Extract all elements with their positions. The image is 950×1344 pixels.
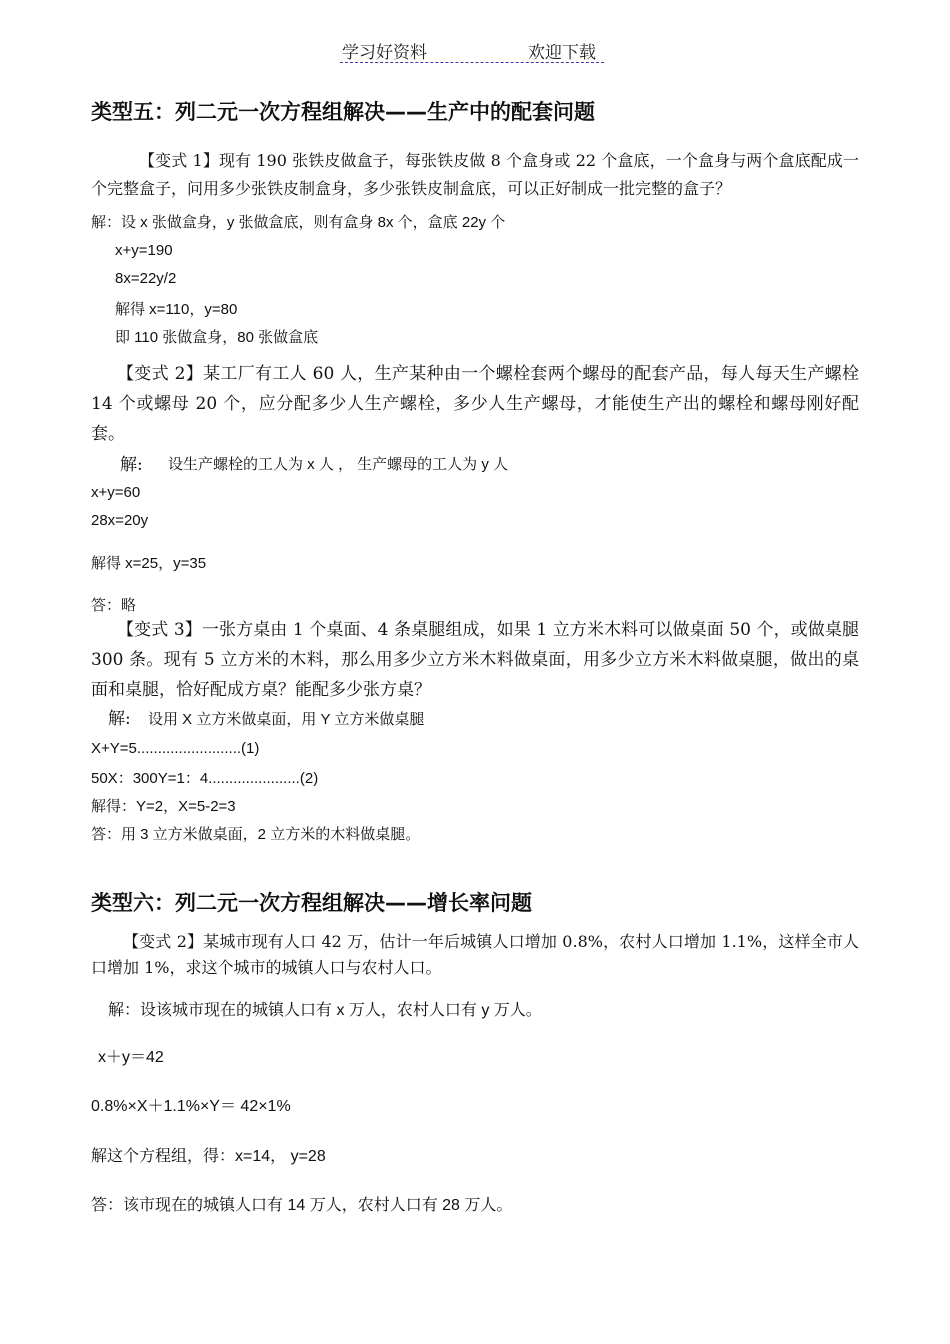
v1-solution-intro: 解：设 x 张做盒身，y 张做盒底，则有盒身 8x 个，盒底 22y 个 [91, 214, 506, 231]
v3-equation-2: 50X：300Y=1：4......................(2) [91, 770, 319, 787]
v2-answer: 答：略 [91, 597, 137, 614]
s6-equation-2: 0.8%×X＋1.1%×Y＝ 42×1% [91, 1098, 291, 1115]
v1-equation-1: x+y=190 [115, 242, 173, 259]
v1-problem: 【变式 1】现有 190 张铁皮做盒子，每张铁皮做 8 个盒身或 22 个盒底，一个盒身与两个盒底配成一个完整盒子，问用多少张铁皮制盒身，多少张铁皮制盒底，可以正好制成一批完整的盒子？ [91, 151, 859, 198]
s6-answer: 答：该市现在的城镇人口有 14 万人，农村人口有 28 万人。 [91, 1197, 513, 1214]
v2-solution-label: 解: [120, 455, 143, 475]
s6-result: 解这个方程组，得：x=14， y=28 [91, 1148, 326, 1165]
v2-problem: 【变式 2】某工厂有工人 60 人，生产某种由一个螺栓套两个螺母的配套产品，每人每天生产螺栓 14 个或螺母 20 个，应分配多少人生产螺栓，多少人生产螺母，才能使生产出的螺栓和螺母刚好配套。 [91, 364, 859, 444]
section6-title: 类型六：列二元一次方程组解决——增长率问题 [91, 891, 532, 915]
v3-result: 解得：Y=2，X=5-2=3 [91, 798, 236, 815]
v3-equation-1: X+Y=5.........................(1) [91, 740, 260, 757]
header-left-text: 学习好资料 [342, 43, 427, 63]
s6-v2-problem: 【变式 2】某城市现有人口 42 万，估计一年后城镇人口增加 0.8%，农村人口增加 1.1%，这样全市人口增加 1%，求这个城市的城镇人口与农村人口。 [91, 932, 859, 977]
v1-answer: 即 110 张做盒身，80 张做盒底 [115, 329, 319, 346]
section5-title: 类型五：列二元一次方程组解决——生产中的配套问题 [91, 100, 595, 124]
v2-equation-2: 28x=20y [91, 512, 149, 529]
v2-result: 解得 x=25，y=35 [91, 555, 207, 572]
s6-equation-1: x＋y＝42 [98, 1049, 164, 1066]
v3-solution-label: 解: [108, 709, 131, 729]
s6-solution-intro: 解：设该城市现在的城镇人口有 x 万人，农村人口有 y 万人。 [108, 1002, 542, 1019]
header-right-text: 欢迎下载 [528, 43, 596, 63]
v3-answer: 答：用 3 立方米做桌面，2 立方米的木料做桌腿。 [91, 826, 421, 843]
v3-solution-text: 设用 X 立方米做桌面，用 Y 立方米做桌腿 [148, 711, 425, 728]
v2-equation-1: x+y=60 [91, 484, 141, 501]
v1-equation-2: 8x=22y/2 [115, 270, 177, 287]
v2-solution-text: 设生产螺栓的工人为 x 人 ， 生产螺母的工人为 y 人 [168, 456, 509, 473]
v3-problem: 【变式 3】一张方桌由 1 个桌面、4 条桌腿组成，如果 1 立方米木料可以做桌面 50 个，或做桌腿 300 条。现有 5 立方米的木料，那么用多少立方米木料做桌面，用多少立方米木料做桌腿，做出的桌面和桌腿，恰好配成方桌？能配多少张方桌？ [91, 620, 859, 700]
page-header [340, 38, 604, 63]
v1-result: 解得 x=110，y=80 [115, 301, 238, 318]
